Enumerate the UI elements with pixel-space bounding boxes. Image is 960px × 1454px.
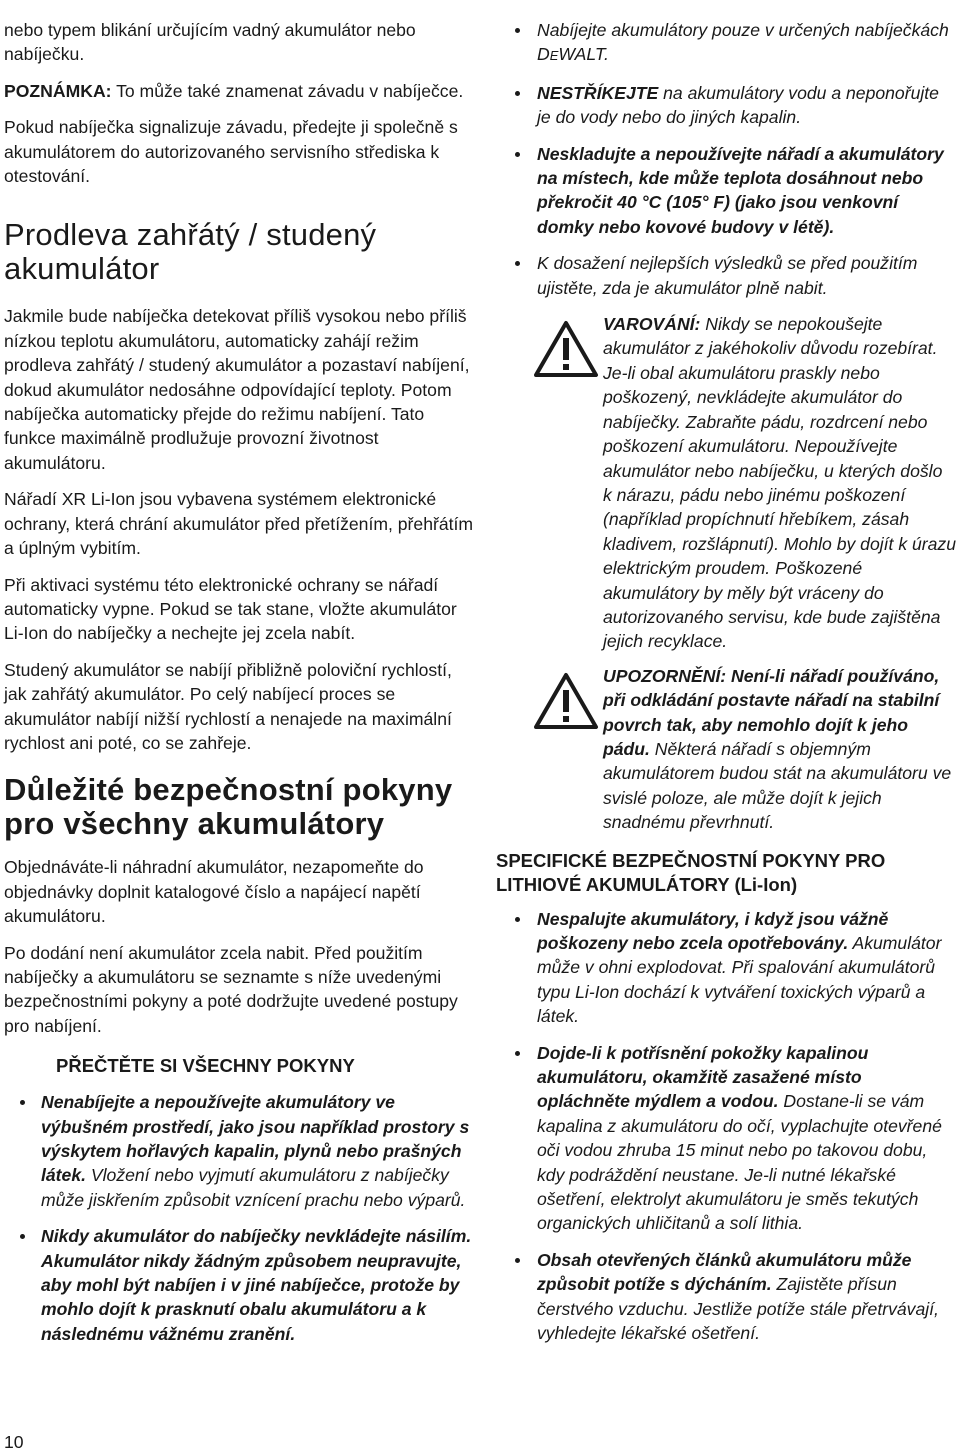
bullet-icon: [515, 28, 520, 33]
list-item-text: Vložení nebo vyjmutí akumulátoru z nabíječky může jiskřením způsobit vznícení prachu nebo výparů.: [41, 1165, 466, 1210]
left-column: [4, 18, 474, 1358]
li-ion-safety-heading: SPECIFICKÉ BEZPEČNOSTNÍ POKYNY PRO LITHIOVÉ AKUMULÁTORY (Li-Ion): [496, 849, 886, 895]
fault-paragraph: Pokud nabíječka signalizuje závadu, předejte ji společně s akumulátorem do autorizovaného servisního střediska k otestování.: [4, 117, 458, 187]
list-item-text: Nabíjejte akumulátory pouze v určených nabíječkách D: [537, 20, 949, 65]
left-bullet-list: [4, 1090, 474, 1346]
caution-text: [603, 664, 956, 835]
list-item-text: K dosažení nejlepších výsledků se před použitím ujistěte, zda je akumulátor plně nabit.: [537, 253, 918, 298]
warning-triangle-icon: [533, 672, 599, 730]
list-item: [500, 1248, 956, 1346]
list-item-bold: Nespalujte akumulátory, i když jsou vážně poškozeny nebo zcela opotřebovány.: [537, 908, 889, 953]
bullet-icon: [515, 261, 520, 266]
list-item-bold: NESTŘÍKEJTE: [537, 82, 659, 103]
warning-body: Nikdy se nepokoušejte akumulátor z jakéhokoliv důvodu rozebírat. Je-li obal akumulátoru praskly nebo poškozený, nevkládejte akumulátor do nabíječky. Zabraňte pádu, rozdrcení nebo poškození akumulátoru. Nepoužívejte akumulátor nebo nabíječku, u kterých došlo k nárazu, pádu nebo jinému poškození (například propíchnutí hřebíkem, zásah kladivem, rozšlápnutí). Mohlo by dojít k úrazu elektrickým proudem. Poškozené akumulátory by měly být vráceny do autorizovaného servisu, kde bude zajištěna jejich recyklace.: [603, 314, 957, 652]
caution-body: Některá nářadí s objemným akumulátorem budou stát na akumulátoru ve svislé poloze, ale může dojít k jejich snadnému převrhnutí.: [603, 738, 952, 833]
paragraph-cold-pack: Studený akumulátor se nabíjí přibližně poloviční rychlostí, jak zahřátý akumulátor. Po celý nabíjecí proces se akumulátor nabíjí nižší rychlostí a nenajede na maximální rychlost ani poté, co se zahřeje.: [4, 659, 452, 753]
right-bullet-list: [500, 18, 956, 300]
right-column: [496, 18, 957, 1358]
list-item-text: na akumulátory vodu a neponořujte je do vody nebo do jiných kapalin.: [537, 82, 939, 128]
list-item: [500, 142, 956, 240]
caution-bold: UPOZORNĚNÍ: Není-li nářadí používáno, při odkládání postavte nářadí na stabilní povrch tak, aby nemohlo dojít k jeho pádu.: [603, 665, 940, 759]
read-all-instructions-heading: PŘEČTĚTE SI VŠECHNY POKYNY: [56, 1055, 355, 1077]
paragraph-delivery: Po dodání není akumulátor zcela nabit. Před použitím nabíječky a akumulátoru se seznamte s níže uvedenými bezpečnostními pokyny a poté dodržujte uvedené postupy pro nabíjení.: [4, 942, 458, 1036]
brand-smallcaps: E: [549, 48, 559, 64]
bullet-icon: [515, 91, 520, 96]
list-item: [500, 251, 956, 300]
list-item: [500, 18, 956, 69]
bullet-icon: [20, 1234, 25, 1239]
list-item-bold: Neskladujte a nepoužívejte nářadí a akumulátory na místech, kde může teplota dosáhnout nebo překročit 40 °C (105° F) (jako jsou venkovní domky nebo kovové budovy v létě).: [537, 143, 944, 237]
page-number: 10: [4, 1432, 24, 1452]
list-item: [4, 1224, 474, 1346]
list-item-bold: Nenabíjejte a nepoužívejte akumulátory ve výbušném prostředí, jako jsou například prostory s výskytem hořlavých kapalin, plynů nebo prašných látek.: [41, 1092, 470, 1186]
warning-block: [500, 312, 956, 654]
warning-triangle-icon: [533, 320, 599, 378]
list-item: [500, 907, 956, 1029]
bullet-icon: [515, 1051, 520, 1056]
list-item: [4, 1090, 474, 1212]
li-ion-bullet-list: [500, 907, 956, 1346]
note-text: To může také znamenat závadu v nabíječce.: [111, 80, 464, 101]
bullet-icon: [20, 1100, 25, 1105]
paragraph-protection: Nářadí XR Li-Ion jsou vybavena systémem elektronické ochrany, která chrání akumulátor před přetížením, přehřátím a úplným vybitím.: [4, 489, 474, 559]
section-title-safety: Důležité bezpečnostní pokyny pro všechny akumulátory: [4, 772, 453, 842]
paragraph-protection-activation: Při aktivaci systému této elektronické ochrany se nářadí automaticky vypne. Pokud se tak stane, vložte akumulátor Li-Ion do nabíječky a nechejte jej zcela nabít.: [4, 574, 457, 644]
bullet-icon: [515, 152, 520, 157]
list-item-bold: Nikdy akumulátor do nabíječky nevkládejte násilím. Akumulátor nikdy žádným způsobem neupravujte, aby mohl být nabíjen i v jiné nabíječce, protože by mohlo dojít k prasknutí obalu akumulátoru a k následnému vážnému zranění.: [41, 1226, 472, 1344]
list-item-bold: Obsah otevřených článků akumulátoru může způsobit potíže s dýcháním.: [537, 1249, 912, 1295]
bullet-icon: [515, 917, 520, 922]
note-paragraph: [4, 79, 474, 103]
list-item-text: Dostane-li se vám kapalina z akumulátoru do očí, vyplachujte otevřené oči vodou zhruba 15 minut nebo po takovou dobu, kdy podráždění neustane. Je-li nutné lékařské ošetření, elektrolyt akumulátoru je směs tekutých organických uhličitanů a solí lithia.: [537, 1091, 942, 1234]
warning-label: VAROVÁNÍ:: [603, 314, 701, 335]
list-item-text: WALT.: [558, 44, 609, 65]
caution-block: [500, 664, 956, 835]
list-item-text: Zajistěte přísun čerstvého vzduchu. Jestliže potíže stále přetrvávají, vyhledejte lékařské ošetření.: [537, 1274, 939, 1344]
paragraph-delay: Jakmile bude nabíječka detekovat příliš vysokou nebo příliš nízkou teplotu akumulátoru, automaticky zahájí režim prodleva zahřátý / studený akumulátor a pozastaví nabíjení, dokud akumulátor nedosáhne odpovídající teploty. Potom nabíječka automaticky přejde do režimu nabíjení. Tato funkce maximálně prodlužuje provozní životnost akumulátoru.: [4, 306, 470, 473]
warning-text: [603, 312, 956, 654]
section-title-hot-cold-delay: Prodleva zahřátý / studený akumulátor: [4, 217, 377, 287]
list-item-bold: Dojde-li k potřísnění pokožky kapalinou akumulátoru, okamžitě zasažené místo opláchněte mýdlem a vodou.: [537, 1042, 869, 1112]
paragraph-ordering: Objednáváte-li náhradní akumulátor, nezapomeňte do objednávky doplnit katalogové číslo a napájecí napětí akumulátoru.: [4, 857, 424, 927]
note-label: POZNÁMKA:: [4, 80, 112, 101]
intro-paragraph: nebo typem blikání určujícím vadný akumulátor nebo nabíječku.: [4, 20, 416, 65]
list-item-text: Akumulátor může v ohni explodovat. Při spalování akumulátorů typu Li-Ion dochází k vytváření toxických výparů a látek.: [537, 933, 942, 1027]
bullet-icon: [515, 1258, 520, 1263]
list-item: [500, 1041, 956, 1236]
list-item: [500, 81, 956, 130]
